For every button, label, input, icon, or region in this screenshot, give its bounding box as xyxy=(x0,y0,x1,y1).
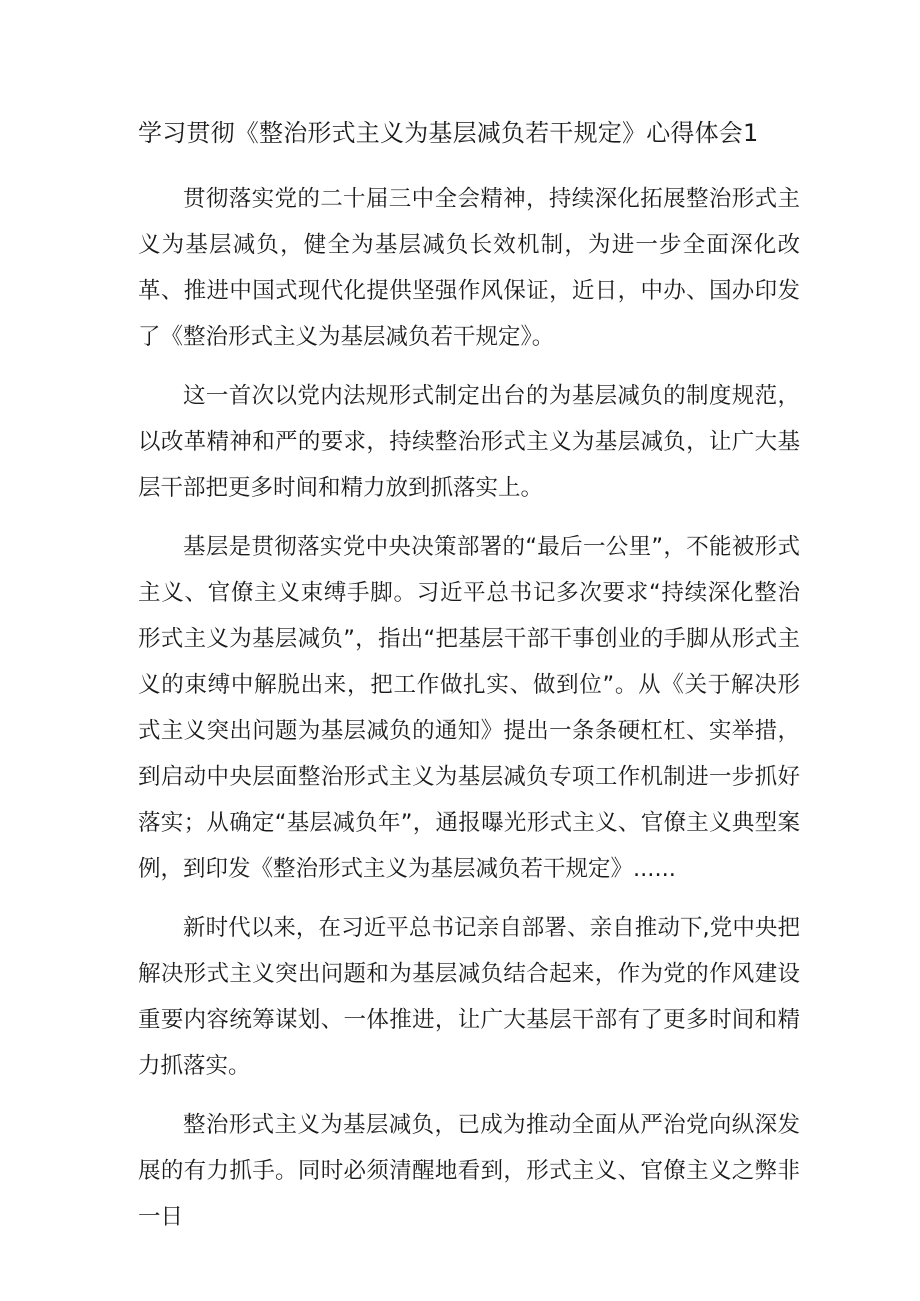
document-title: 学习贯彻《整治形式主义为基层减负若干规定》心得体会1 xyxy=(138,119,759,147)
paragraph-3: 基层是贯彻落实党中央决策部署的“最后一公里”，不能被形式主义、官僚主义束缚手脚。习近平总书记多次要求“持续深化整治形式主义为基层减负”，指出“把基层干部干事创业的手脚从形式主义的束缚中解脱出来，把工作做扎实、做到位”。从《关于解决形式主义突出问题为基层减负的通知》提出一条条硬杠杠、实举措，到启动中央层面整治形式主义为基层减负专项工作机制进一步抓好落实；从确定“基层减负年”，通报曝光形式主义、官僚主义典型案例，到印发《整治形式主义为基层减负若干规定》...... xyxy=(138,534,800,882)
paragraph-5: 整治形式主义为基层减负，已成为推动全面从严治党向纵深发展的有力抓手。同时必须清醒地看到，形式主义、官僚主义之弊非一日 xyxy=(138,1112,800,1230)
paragraph-1: 贯彻落实党的二十届三中全会精神，持续深化拓展整治形式主义为基层减负，健全为基层减负长效机制，为进一步全面深化改革、推进中国式现代化提供坚强作风保证，近日，中办、国办印发了《整治形式主义为基层减负若干规定》。 xyxy=(138,186,800,350)
paragraph-4: 新时代以来，在习近平总书记亲自部署、亲自推动下,党中央把解决形式主义突出问题和为基层减负结合起来，作为党的作风建设重要内容统筹谋划、一体推进，让广大基层干部有了更多时间和精力抓落实。 xyxy=(138,915,800,1079)
paragraph-2: 这一首次以党内法规形式制定出台的为基层减负的制度规范，以改革精神和严的要求，持续整治形式主义为基层减负，让广大基层干部把更多时间和精力放到抓落实上。 xyxy=(138,383,800,501)
